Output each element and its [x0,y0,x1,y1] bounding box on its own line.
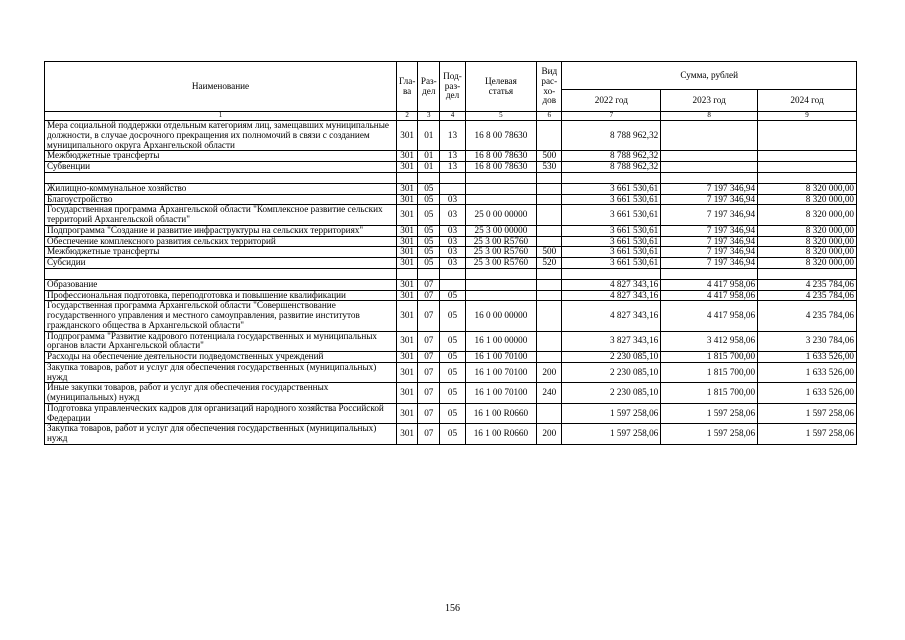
header-target-article: Целевая статья [465,62,537,112]
cell-section: 07 [418,352,440,363]
cell-sum-2023: 7 197 346,94 [661,236,758,247]
cell-chapter: 301 [397,205,418,226]
header-year-2022: 2022 год [562,90,661,112]
cell-section: 05 [418,183,440,194]
spacer-row [45,268,857,279]
cell-subsection: 13 [440,151,465,162]
table-row [45,301,857,331]
table-row [45,352,857,363]
cell-chapter: 301 [397,247,418,258]
cell-sum-2023: 4 417 958,06 [661,301,758,331]
cell-subsection: 05 [440,301,465,331]
cell-sum-2022: 8 788 962,32 [562,121,661,151]
cell-chapter: 301 [397,194,418,205]
cell-sum-2023: 7 197 346,94 [661,258,758,269]
cell-target-article: 25 0 00 00000 [465,205,537,226]
cell-name: Субсидии [45,258,397,269]
table-row [45,258,857,269]
table-row [45,403,857,424]
cell-sum-2023: 4 417 958,06 [661,279,758,290]
cell-subsection: 13 [440,121,465,151]
cell-sum-2024: 8 320 000,00 [758,183,857,194]
cell-chapter: 301 [397,290,418,301]
cell-sum-2022: 3 661 530,61 [562,194,661,205]
cell-name: Расходы на обеспечение деятельности подведомственных учреждений [45,352,397,363]
cell-target-article: 25 3 00 R5760 [465,247,537,258]
cell-subsection: 03 [440,236,465,247]
cell-subsection: 05 [440,383,465,404]
cell-name: Профессиональная подготовка, переподготовка и повышение квалификации [45,290,397,301]
cell-subsection: 03 [440,205,465,226]
cell-chapter: 301 [397,403,418,424]
cell-sum-2024: 4 235 784,06 [758,290,857,301]
empty-cell [537,268,562,279]
cell-chapter: 301 [397,151,418,162]
cell-sum-2024 [758,151,857,162]
cell-section: 07 [418,290,440,301]
cell-section: 05 [418,194,440,205]
cell-sum-2023: 1 815 700,00 [661,362,758,383]
cell-section: 01 [418,121,440,151]
cell-sum-2024 [758,121,857,151]
cell-section: 07 [418,424,440,445]
table-row [45,362,857,383]
empty-cell [397,172,418,183]
cell-sum-2024: 8 320 000,00 [758,194,857,205]
cell-sum-2022: 2 230 085,10 [562,352,661,363]
cell-sum-2023: 4 417 958,06 [661,290,758,301]
cell-expense-type: 240 [537,383,562,404]
cell-expense-type [537,290,562,301]
empty-cell [440,268,465,279]
empty-cell [562,172,661,183]
cell-sum-2022: 8 788 962,32 [562,151,661,162]
cell-sum-2024: 3 230 784,06 [758,331,857,352]
cell-chapter: 301 [397,225,418,236]
cell-sum-2022: 1 597 258,06 [562,424,661,445]
cell-name: Межбюджетные трансферты [45,151,397,162]
cell-sum-2024: 8 320 000,00 [758,225,857,236]
cell-name: Подпрограмма "Создание и развитие инфраструктуры на сельских территориях" [45,225,397,236]
budget-table [44,61,857,445]
cell-sum-2023: 1 815 700,00 [661,352,758,363]
table-row [45,225,857,236]
cell-expense-type [537,301,562,331]
cell-chapter: 301 [397,121,418,151]
cell-sum-2024: 1 597 258,06 [758,403,857,424]
cell-sum-2023: 7 197 346,94 [661,194,758,205]
cell-expense-type [537,121,562,151]
empty-cell [45,172,397,183]
cell-chapter: 301 [397,352,418,363]
cell-expense-type [537,183,562,194]
cell-chapter: 301 [397,183,418,194]
column-number-row [45,112,857,121]
cell-section: 07 [418,301,440,331]
cell-name: Государственная программа Архангельской области "Совершенствование государственного управления и местного самоуправления, развитие институтов гражданского общества в Архангельской области" [45,301,397,331]
empty-cell [661,172,758,183]
table-row [45,183,857,194]
column-number: 1 [45,112,397,121]
cell-sum-2022: 4 827 343,16 [562,279,661,290]
cell-expense-type: 500 [537,247,562,258]
cell-sum-2022: 2 230 085,10 [562,362,661,383]
table-row [45,236,857,247]
cell-chapter: 301 [397,383,418,404]
cell-target-article: 25 3 00 R5760 [465,236,537,247]
cell-sum-2024: 1 597 258,06 [758,424,857,445]
cell-sum-2023: 1 815 700,00 [661,383,758,404]
column-number: 5 [465,112,537,121]
cell-sum-2023: 7 197 346,94 [661,183,758,194]
cell-name: Мера социальной поддержки отдельным категориям лиц, замещавших муниципальные должности, в случае досрочного прекращения их полномочий в связи с созданием муниципального округа Архангельской области [45,121,397,151]
cell-sum-2023 [661,151,758,162]
cell-expense-type: 530 [537,162,562,173]
column-number: 9 [758,112,857,121]
column-number: 6 [537,112,562,121]
page-number: 156 [445,603,460,614]
cell-target-article [465,194,537,205]
empty-cell [661,268,758,279]
table-row [45,247,857,258]
cell-section: 07 [418,331,440,352]
column-number: 7 [562,112,661,121]
cell-sum-2022: 1 597 258,06 [562,403,661,424]
cell-name: Субвенции [45,162,397,173]
cell-sum-2022: 3 661 530,61 [562,183,661,194]
empty-cell [465,268,537,279]
cell-sum-2024 [758,162,857,173]
cell-chapter: 301 [397,162,418,173]
cell-name: Государственная программа Архангельской области "Комплексное развитие сельских территорий Архангельской области" [45,205,397,226]
table-row [45,194,857,205]
cell-sum-2023 [661,121,758,151]
empty-cell [758,268,857,279]
cell-sum-2023: 7 197 346,94 [661,225,758,236]
cell-subsection: 03 [440,247,465,258]
cell-section: 07 [418,403,440,424]
cell-section: 01 [418,151,440,162]
cell-target-article: 16 8 00 78630 [465,162,537,173]
cell-name: Подпрограмма "Развитие кадрового потенциала государственных и муниципальных органов власти Архангельской области" [45,331,397,352]
cell-sum-2022: 3 827 343,16 [562,331,661,352]
cell-target-article: 16 1 00 R0660 [465,424,537,445]
cell-sum-2023: 1 597 258,06 [661,424,758,445]
cell-target-article: 16 1 00 R0660 [465,403,537,424]
spacer-row [45,172,857,183]
cell-subsection: 05 [440,331,465,352]
cell-sum-2023: 7 197 346,94 [661,247,758,258]
cell-expense-type [537,225,562,236]
table-row [45,290,857,301]
cell-expense-type [537,403,562,424]
cell-sum-2024: 8 320 000,00 [758,247,857,258]
cell-expense-type: 520 [537,258,562,269]
cell-sum-2023: 7 197 346,94 [661,205,758,226]
cell-name: Закупка товаров, работ и услуг для обеспечения государственных (муниципальных) нужд [45,424,397,445]
cell-name: Иные закупки товаров, работ и услуг для обеспечения государственных (муниципальных) нужд [45,383,397,404]
cell-target-article: 16 1 00 00000 [465,331,537,352]
cell-subsection: 03 [440,258,465,269]
cell-sum-2023: 1 597 258,06 [661,403,758,424]
empty-cell [418,268,440,279]
cell-target-article [465,290,537,301]
cell-sum-2024: 1 633 526,00 [758,383,857,404]
cell-chapter: 301 [397,236,418,247]
table-row [45,205,857,226]
empty-cell [758,172,857,183]
cell-expense-type: 500 [537,151,562,162]
cell-target-article: 16 1 00 70100 [465,362,537,383]
cell-section: 01 [418,162,440,173]
table-row [45,162,857,173]
cell-sum-2024: 1 633 526,00 [758,362,857,383]
cell-sum-2024: 8 320 000,00 [758,258,857,269]
cell-chapter: 301 [397,258,418,269]
cell-target-article: 16 1 00 70100 [465,383,537,404]
cell-chapter: 301 [397,362,418,383]
cell-sum-2022: 2 230 085,10 [562,383,661,404]
header-section: Раз- дел [418,62,440,112]
cell-chapter: 301 [397,301,418,331]
cell-section: 07 [418,279,440,290]
empty-cell [537,172,562,183]
cell-expense-type [537,331,562,352]
cell-section: 05 [418,236,440,247]
header-expense-type: Вид рас- хо- дов [537,62,562,112]
header-year-2024: 2024 год [758,90,857,112]
cell-sum-2024: 8 320 000,00 [758,205,857,226]
cell-subsection: 05 [440,424,465,445]
cell-subsection: 03 [440,194,465,205]
empty-cell [562,268,661,279]
cell-subsection: 13 [440,162,465,173]
cell-section: 05 [418,225,440,236]
cell-section: 05 [418,258,440,269]
table-row [45,151,857,162]
cell-sum-2022: 3 661 530,61 [562,258,661,269]
cell-chapter: 301 [397,424,418,445]
column-number: 4 [440,112,465,121]
cell-target-article: 25 3 00 R5760 [465,258,537,269]
cell-chapter: 301 [397,331,418,352]
table-row [45,279,857,290]
cell-name: Закупка товаров, работ и услуг для обеспечения государственных (муниципальных) нужд [45,362,397,383]
cell-subsection: 05 [440,362,465,383]
cell-subsection [440,183,465,194]
cell-sum-2022: 4 827 343,16 [562,301,661,331]
cell-expense-type [537,205,562,226]
cell-target-article: 16 1 00 70100 [465,352,537,363]
cell-sum-2024: 4 235 784,06 [758,279,857,290]
cell-section: 07 [418,383,440,404]
header-year-2023: 2023 год [661,90,758,112]
cell-name: Подготовка управленческих кадров для организаций народного хозяйства Российской Федерации [45,403,397,424]
table-body [45,121,857,445]
cell-expense-type [537,279,562,290]
empty-cell [440,172,465,183]
empty-cell [45,268,397,279]
cell-sum-2023: 3 412 958,06 [661,331,758,352]
cell-name: Образование [45,279,397,290]
cell-section: 05 [418,247,440,258]
cell-sum-2024: 1 633 526,00 [758,352,857,363]
cell-subsection: 05 [440,403,465,424]
table-row [45,331,857,352]
cell-expense-type [537,194,562,205]
table-row [45,424,857,445]
cell-target-article: 16 8 00 78630 [465,121,537,151]
cell-target-article: 25 3 00 00000 [465,225,537,236]
cell-expense-type: 200 [537,362,562,383]
cell-chapter: 301 [397,279,418,290]
cell-subsection: 05 [440,290,465,301]
cell-sum-2024: 4 235 784,06 [758,301,857,331]
cell-sum-2022: 3 661 530,61 [562,225,661,236]
table-row [45,383,857,404]
cell-subsection: 05 [440,352,465,363]
empty-cell [397,268,418,279]
cell-sum-2023 [661,162,758,173]
cell-expense-type: 200 [537,424,562,445]
cell-sum-2022: 3 661 530,61 [562,236,661,247]
cell-name: Жилищно-коммунальное хозяйство [45,183,397,194]
column-number: 8 [661,112,758,121]
header-name: Наименование [45,62,397,112]
cell-expense-type [537,236,562,247]
table-row [45,121,857,151]
cell-sum-2022: 4 827 343,16 [562,290,661,301]
cell-target-article [465,279,537,290]
cell-name: Благоустройство [45,194,397,205]
cell-sum-2022: 8 788 962,32 [562,162,661,173]
cell-target-article: 16 0 00 00000 [465,301,537,331]
cell-target-article: 16 8 00 78630 [465,151,537,162]
cell-subsection: 03 [440,225,465,236]
header-chapter: Гла- ва [397,62,418,112]
empty-cell [418,172,440,183]
cell-target-article [465,183,537,194]
cell-sum-2024: 8 320 000,00 [758,236,857,247]
cell-sum-2022: 3 661 530,61 [562,205,661,226]
header-sum: Сумма, рублей [562,62,857,90]
cell-subsection [440,279,465,290]
cell-expense-type [537,352,562,363]
column-number: 2 [397,112,418,121]
cell-section: 07 [418,362,440,383]
cell-name: Межбюджетные трансферты [45,247,397,258]
cell-sum-2022: 3 661 530,61 [562,247,661,258]
header-subsection: Под- раз- дел [440,62,465,112]
cell-section: 05 [418,205,440,226]
column-number: 3 [418,112,440,121]
empty-cell [465,172,537,183]
cell-name: Обеспечение комплексного развития сельских территорий [45,236,397,247]
